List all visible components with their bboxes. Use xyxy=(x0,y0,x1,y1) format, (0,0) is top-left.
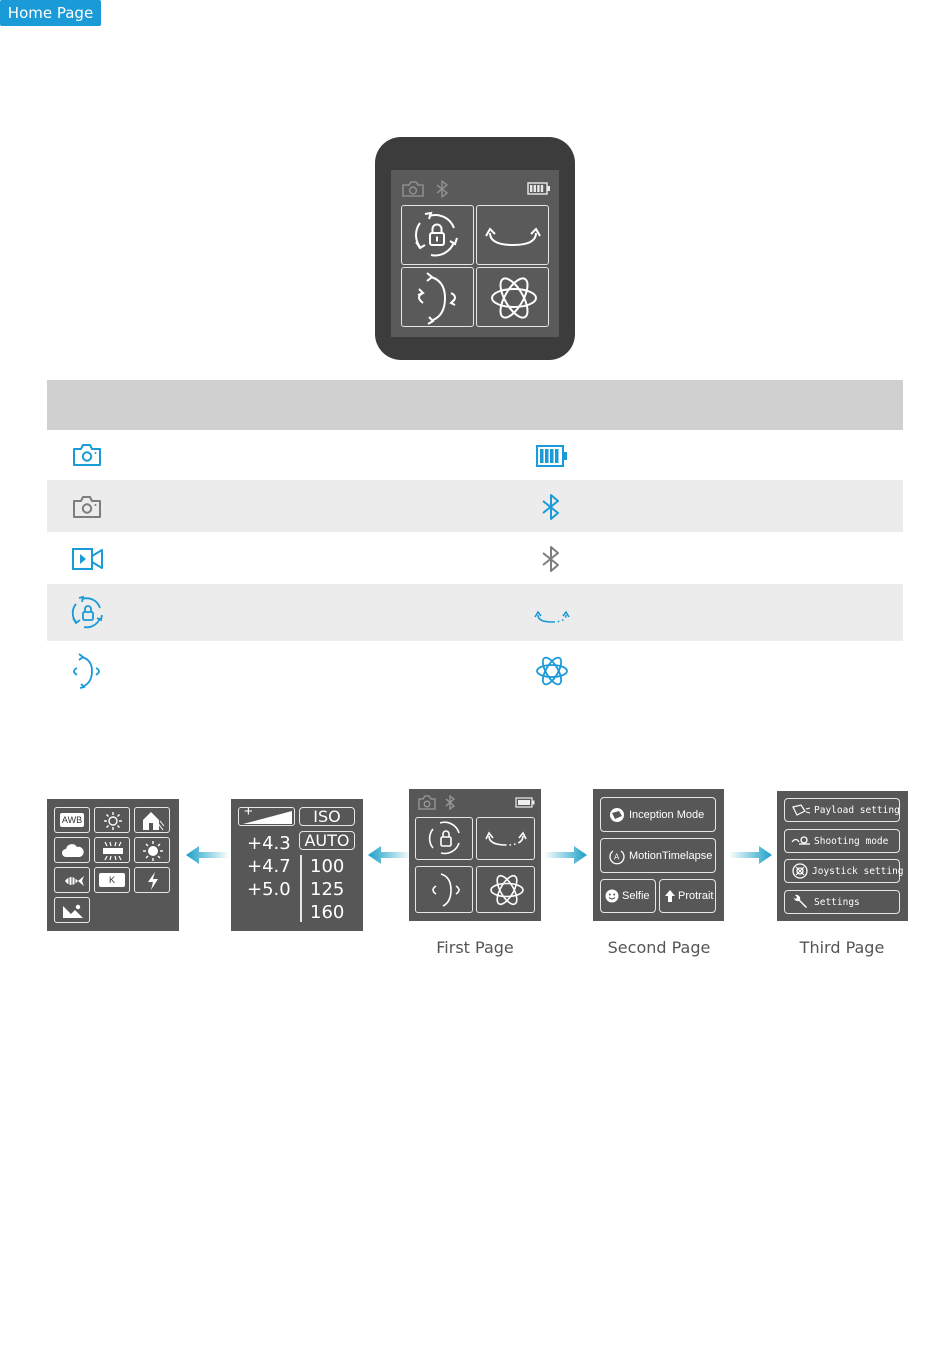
table-row xyxy=(47,430,903,480)
settings-label: Settings xyxy=(814,896,860,908)
device-screen xyxy=(391,170,559,337)
ev-slider[interactable] xyxy=(238,803,295,826)
svg-text:A: A xyxy=(614,852,620,861)
vortex-mode-button[interactable] xyxy=(476,866,535,913)
payload-setting-button[interactable] xyxy=(784,798,900,822)
motion-timelapse-label: MotionTimelapse xyxy=(629,849,713,862)
arrow-up-icon xyxy=(664,889,676,903)
shooting-mode-label: Shooting mode xyxy=(814,835,889,847)
fish-icon xyxy=(61,872,85,890)
wb-awb-button[interactable] xyxy=(54,807,90,833)
ev-value[interactable]: +5.0 xyxy=(247,879,291,900)
table-row xyxy=(47,480,903,532)
pan-follow-mode-button[interactable] xyxy=(476,205,549,265)
white-balance-panel xyxy=(47,799,179,931)
inception-icon xyxy=(609,807,625,823)
vortex-icon xyxy=(489,272,539,324)
wb-fluorescent-button[interactable] xyxy=(94,837,130,863)
camera-icon xyxy=(417,795,437,810)
wb-shade-button[interactable] xyxy=(134,807,170,833)
vortex-blue-icon xyxy=(534,653,570,689)
pan-lock-icon xyxy=(413,211,461,259)
flash-icon xyxy=(146,871,160,891)
first-page-caption: First Page xyxy=(436,938,514,957)
pan-follow-icon xyxy=(485,219,541,249)
arrow-left-icon xyxy=(367,845,412,865)
motion-timelapse-button[interactable] xyxy=(600,838,716,873)
third-page-caption: Third Page xyxy=(799,938,885,957)
home-page-badge: Home Page xyxy=(0,0,101,26)
arrow-right-icon xyxy=(728,845,773,865)
divider xyxy=(300,855,302,922)
custom-wb-icon xyxy=(61,902,85,920)
awb-label: AWB xyxy=(61,815,83,825)
pan-lock-icon xyxy=(428,820,464,856)
motion-timelapse-icon xyxy=(609,848,625,864)
cloud-icon xyxy=(62,843,84,859)
wb-kelvin-button[interactable] xyxy=(94,867,130,893)
wrench-icon xyxy=(791,894,809,910)
fpv-mode-button[interactable] xyxy=(415,866,473,913)
smiley-icon xyxy=(605,889,619,903)
settings-button[interactable] xyxy=(784,890,900,914)
second-page-caption: Second Page xyxy=(607,938,711,957)
wb-custom-button[interactable] xyxy=(54,897,90,923)
inception-mode-label: Inception Mode xyxy=(629,808,705,821)
arrow-right-icon xyxy=(543,845,588,865)
bluetooth-blue-icon xyxy=(541,493,561,521)
iso-label[interactable]: ISO xyxy=(299,807,355,826)
bluetooth-icon xyxy=(435,180,449,198)
camera-icon xyxy=(401,180,425,198)
table-row xyxy=(47,584,903,641)
iso-auto-button[interactable]: AUTO xyxy=(299,831,355,850)
selfie-button[interactable] xyxy=(600,879,656,913)
joystick-setting-button[interactable] xyxy=(784,859,904,883)
pan-lock-blue-icon xyxy=(71,596,105,630)
portrait-button[interactable] xyxy=(659,879,716,913)
payload-icon xyxy=(791,803,811,817)
wb-bright-button[interactable] xyxy=(134,837,170,863)
fpv-blue-icon xyxy=(70,653,104,689)
pan-follow-icon xyxy=(485,828,527,848)
joystick-setting-label: Joystick setting xyxy=(812,865,904,877)
wb-cloudy-button[interactable] xyxy=(54,837,90,863)
inception-mode-button[interactable] xyxy=(600,797,716,832)
joystick-icon xyxy=(791,863,809,879)
iso-value[interactable]: 100 xyxy=(310,856,345,877)
ev-iso-panel xyxy=(231,799,363,931)
wb-underwater-button[interactable] xyxy=(54,867,90,893)
vortex-mode-button[interactable] xyxy=(476,267,549,327)
wb-daylight-button[interactable] xyxy=(94,807,130,833)
bluetooth-grey-icon xyxy=(541,545,561,573)
portrait-label: Protrait xyxy=(678,890,714,902)
fpv-icon xyxy=(428,870,464,910)
arrow-left-icon xyxy=(185,845,230,865)
selfie-label: Selfie xyxy=(622,890,650,902)
bright-sun-icon xyxy=(142,840,164,862)
pan-lock-mode-button[interactable] xyxy=(415,817,473,860)
table-row xyxy=(47,641,903,701)
video-blue-icon xyxy=(72,547,104,571)
ev-value[interactable]: +4.7 xyxy=(247,856,291,877)
table-header xyxy=(47,380,903,430)
second-page-panel xyxy=(593,789,724,921)
pan-follow-blue-icon xyxy=(534,608,570,626)
ev-value[interactable]: +4.3 xyxy=(247,833,291,854)
camera-blue-icon xyxy=(72,443,102,467)
pan-lock-mode-button[interactable] xyxy=(401,205,474,265)
vortex-icon xyxy=(488,870,526,910)
ev-plus-sign: + xyxy=(244,803,253,820)
payload-setting-label: Payload setting xyxy=(814,804,900,816)
fluorescent-icon xyxy=(101,841,125,861)
bluetooth-icon xyxy=(444,795,456,810)
battery-blue-icon xyxy=(536,445,568,467)
camera-grey-icon xyxy=(72,495,102,519)
kelvin-label: K xyxy=(99,873,125,887)
third-page-panel xyxy=(777,791,908,921)
first-page-panel xyxy=(409,789,541,921)
fpv-icon xyxy=(413,271,463,325)
iso-value[interactable]: 125 xyxy=(310,879,345,900)
fpv-mode-button[interactable] xyxy=(401,267,474,327)
pan-follow-mode-button[interactable] xyxy=(476,817,535,860)
sun-icon xyxy=(103,811,123,831)
battery-icon xyxy=(515,797,535,808)
ev-minus-sign: – xyxy=(278,803,287,820)
wb-flash-button[interactable] xyxy=(134,867,170,893)
table-row xyxy=(47,532,903,584)
shade-house-icon xyxy=(141,810,165,832)
iso-value[interactable]: 160 xyxy=(310,902,345,923)
shooting-mode-button[interactable] xyxy=(784,829,900,853)
battery-icon xyxy=(527,182,551,195)
shooting-mode-icon xyxy=(791,834,811,848)
